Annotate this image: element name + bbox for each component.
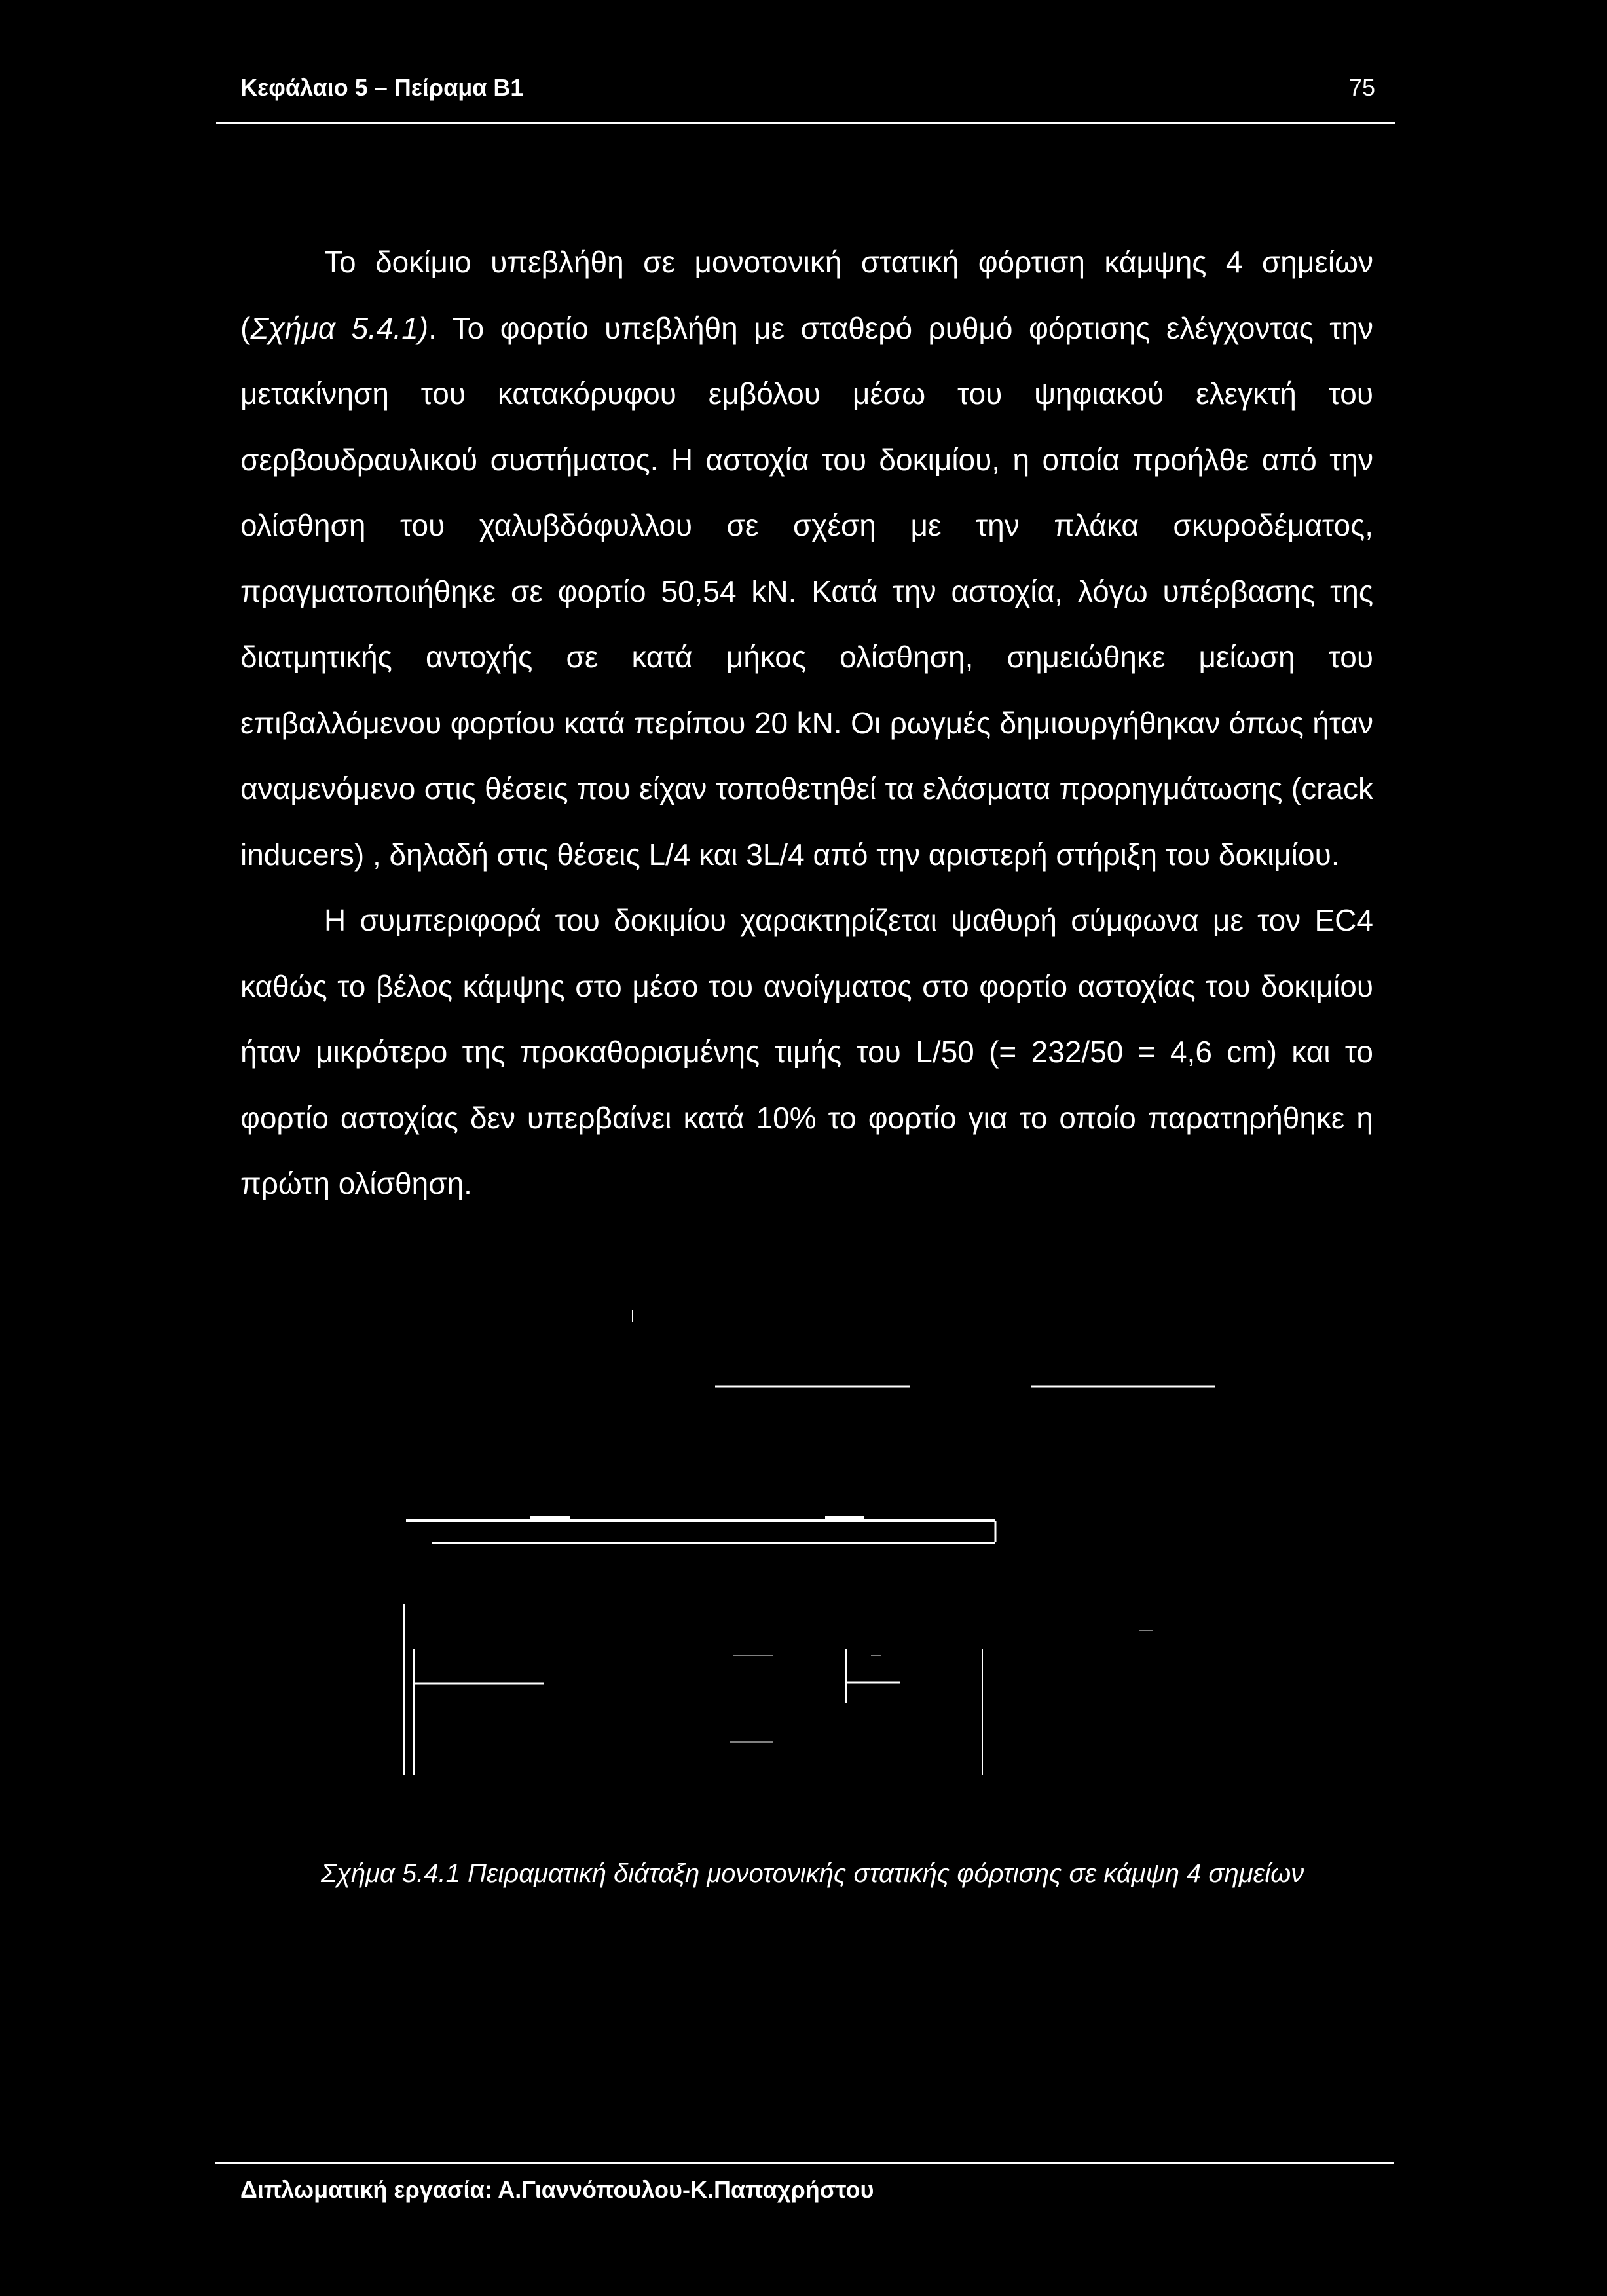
- footer-thesis-authors: Διπλωματική εργασία: Α.Γιαννόπουλου-Κ.Παπαχρήστου: [240, 2176, 874, 2203]
- header-chapter-title: Κεφάλαιο 5 – Πείραμα Β1: [240, 74, 524, 101]
- test-setup-figure: [380, 1297, 1297, 1821]
- paragraph-1: [240, 229, 1373, 887]
- footer-divider: [215, 2162, 1394, 2164]
- paragraph-1-start: Το δοκίμιο υπεβλήθη σε μονοτονική στατική φόρτιση κάμψης 4 σημείων (: [240, 245, 1373, 345]
- paragraph-2: Η συμπεριφορά του δοκιμίου χαρακτηρίζεται ψαθυρή σύμφωνα με τον EC4 καθώς το βέλος κάμψης στο μέσο του ανοίγματος στο φορτίο αστοχίας του δοκιμίου ήταν μικρότερο της προκαθορισμένης τιμής του L/50 (= 232/50 = 4,6 cm) και το φορτίο αστοχίας δεν υπερβαίνει κατά 10% το φορτίο για το οποίο παρατηρήθηκε η πρώτη ολίσθηση.: [240, 903, 1373, 1200]
- header-divider: [216, 122, 1395, 124]
- header-page-number: 75: [1348, 74, 1375, 101]
- figure-reference: Σχήμα 5.4.1): [250, 310, 429, 345]
- figure-caption: Σχήμα 5.4.1 Πειραματική διάταξη μονοτονικής στατικής φόρτισης σε κάμψη 4 σημείων: [321, 1859, 1304, 1888]
- body-text: [240, 229, 1373, 1217]
- test-setup-drawing: [380, 1297, 1297, 1821]
- paragraph-1-rest: . Το φορτίο υπεβλήθη με σταθερό ρυθμό φόρτισης ελέγχοντας την μετακίνηση του κατακόρυφου εμβόλου μέσω του ψηφιακού ελεγκτή του σερβουδραυλικού συστήματος. Η αστοχία του δοκιμίου, η οποία προήλθε από την ολίσθηση του χαλυβδόφυλλου σε σχέση με την πλάκα σκυροδέματος, πραγματοποιήθηκε σε φορτίο 50,54 kN. Κατά την αστοχία, λόγω υπέρβασης της διατμητικής αντοχής σε κατά μήκος ολίσθηση, σημειώθηκε μείωση του επιβαλλόμενου φορτίου κατά περίπου 20 kN. Οι ρωγμές δημιουργήθηκαν όπως ήταν αναμενόμενο στις θέσεις που είχαν τοποθετηθεί τα ελάσματα προρηγμάτωσης (crack inducers) , δηλαδή στις θέσεις L/4 και 3L/4 από την αριστερή στήριξη του δοκιμίου.: [240, 310, 1373, 872]
